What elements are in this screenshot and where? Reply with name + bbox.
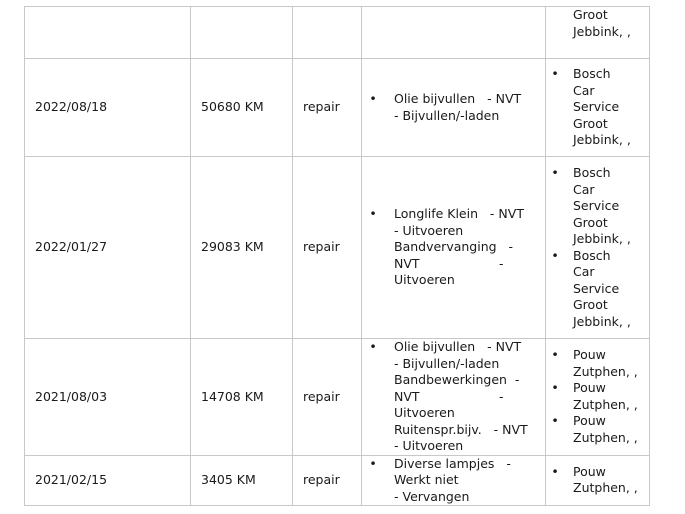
work-list [362,339,545,455]
bullet-icon: • [551,463,559,479]
bullet-icon [550,7,560,40]
work-item-line: Werkt niet [394,472,459,487]
workshop-list [546,165,649,330]
service-type-cell: repair [293,59,362,157]
date-cell: 2022/08/18 [25,59,191,157]
bullet-icon: • [369,339,377,354]
work-list [362,456,545,506]
workshop-name-line: Groot [573,7,608,22]
workshop-name-line: Zutphen, , [573,429,638,445]
workshop-name [573,165,631,248]
bullet-icon: • [551,66,559,82]
service-type-cell: repair [293,157,362,339]
workshop-name-line: Service [573,280,620,296]
work-list [362,91,545,124]
workshop-name-line: Zutphen, , [573,363,638,379]
workshop-name-line: Bosch [573,247,611,263]
workshop-list [546,66,649,149]
workshop-name-line: Groot [573,115,608,131]
date-cell: 2022/01/27 [25,157,191,339]
mileage-cell: 29083 KM [191,157,293,339]
workshop-item [550,413,649,446]
work-item-line: Uitvoeren [394,272,455,288]
workshop-name-line: Car [573,82,595,98]
workshop-name-line: Pouw [573,380,606,396]
work-item-line: Ruitenspr.bijv. - NVT [394,421,528,437]
workshop-item [550,7,649,40]
table-row [25,59,650,157]
workshop-name [573,413,638,446]
workshop-name-line: Pouw [573,463,606,479]
work-item [368,91,541,124]
workshop-item [550,66,649,149]
workshop-name [573,464,638,497]
work-item [368,339,541,455]
bullet-icon: • [369,455,377,471]
workshop-name-line: Groot [573,297,608,312]
workshop-cell [546,157,650,339]
work-item [368,456,541,506]
workshop-cell [546,455,650,506]
table-row [25,455,650,506]
work-item-text [394,339,541,455]
workshop-name-line: Car [573,264,595,279]
service-history-table [24,6,650,506]
workshop-name-line: Groot [573,214,608,230]
work-item-line: Bandvervanging - [394,239,513,255]
work-item-text [394,91,541,124]
work-item-line: - Bijvullen/-laden [394,355,500,371]
work-performed-cell [362,7,546,59]
date-cell [25,7,191,59]
work-item-line: - Bijvullen/-laden [394,107,500,123]
table-row [25,339,650,456]
workshop-item [550,248,649,331]
workshop-list [546,7,649,40]
workshop-cell [546,7,650,59]
workshop-name [573,347,638,380]
work-performed-cell [362,59,546,157]
work-item-line: - Uitvoeren [394,222,464,238]
workshop-name [573,7,631,40]
workshop-name [573,380,638,413]
workshop-list [546,464,649,497]
work-item-line: Longlife Klein - NVT [394,206,524,222]
workshop-item [550,165,649,248]
work-item-line: Olie bijvullen - NVT [394,339,522,354]
service-type-cell [293,7,362,59]
workshop-name-line: Service [573,198,620,213]
work-item-text [394,456,541,506]
work-item-line: - Uitvoeren [394,438,464,453]
work-item-line: NVT - [394,388,504,404]
work-item-line: Olie bijvullen - NVT [394,91,522,106]
work-item-line: NVT - [394,255,504,271]
workshop-name [573,66,631,149]
table-row [25,7,650,59]
bullet-icon: • [551,247,559,263]
work-performed-cell [362,157,546,339]
workshop-item [550,464,649,497]
work-performed-cell [362,339,546,456]
date-cell: 2021/08/03 [25,339,191,456]
workshop-list [546,347,649,446]
workshop-item [550,380,649,413]
workshop-name-line: Service [573,99,620,115]
workshop-name-line: Jebbink, , [573,313,631,329]
work-item-line: - Vervangen [394,488,470,504]
workshop-name-line: Pouw [573,413,606,429]
work-list [362,206,545,289]
workshop-name-line: Bosch [573,165,611,180]
work-performed-cell [362,455,546,506]
workshop-name-line: Car [573,181,595,197]
work-item [368,206,541,289]
bullet-icon: • [369,206,377,222]
mileage-cell: 14708 KM [191,339,293,456]
mileage-cell [191,7,293,59]
service-history-body [25,7,650,506]
workshop-name-line: Jebbink, , [573,132,631,148]
mileage-cell: 3405 KM [191,455,293,506]
bullet-icon: • [369,91,377,106]
date-cell: 2021/02/15 [25,455,191,506]
workshop-name-line: Zutphen, , [573,480,638,496]
workshop-cell [546,339,650,456]
workshop-item [550,347,649,380]
mileage-cell: 50680 KM [191,59,293,157]
workshop-name-line: Jebbink, , [573,231,631,246]
bullet-icon: • [551,347,559,363]
work-item-line: Bandbewerkingen - [394,372,520,387]
workshop-name-line: Jebbink, , [573,23,631,39]
work-item-line: Uitvoeren [394,405,455,420]
workshop-name-line: Bosch [573,66,611,82]
bullet-icon: • [551,165,559,180]
work-item-line: Diverse lampjes - [394,455,511,471]
service-type-cell: repair [293,339,362,456]
work-item-text [394,206,541,289]
workshop-cell [546,59,650,157]
bullet-icon: • [551,413,559,429]
bullet-icon: • [551,380,559,396]
workshop-name [573,248,631,331]
workshop-name-line: Zutphen, , [573,396,638,412]
service-type-cell: repair [293,455,362,506]
table-row [25,157,650,339]
workshop-name-line: Pouw [573,347,606,363]
